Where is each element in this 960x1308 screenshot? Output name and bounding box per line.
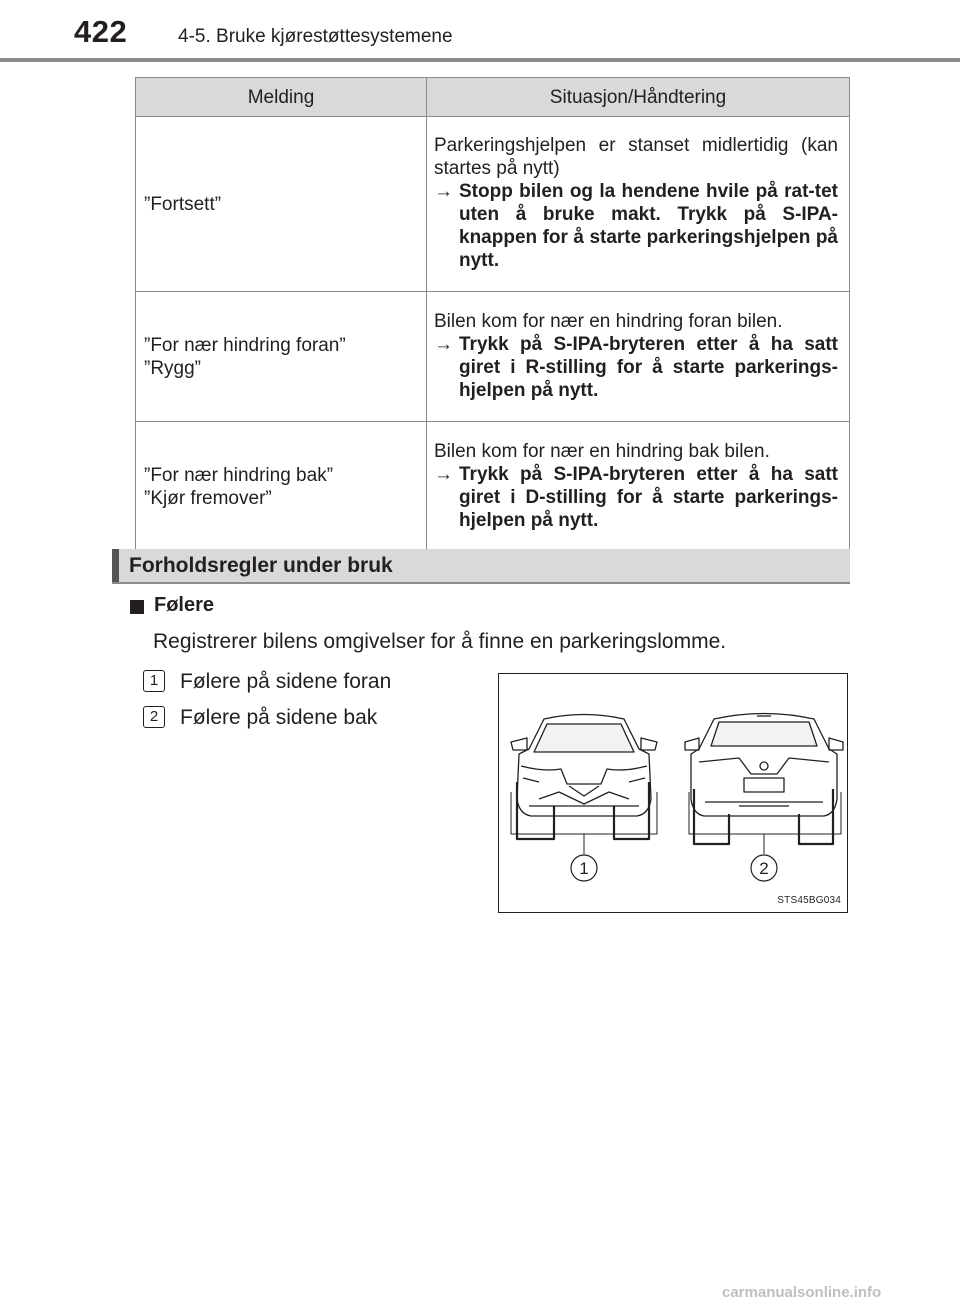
message-text: ”Kjør fremover” <box>144 487 272 509</box>
callout-markers <box>571 855 777 881</box>
message-cell <box>136 292 427 422</box>
item-number-badge: 1 <box>143 670 165 692</box>
action-text: Stopp bilen og la hendene hvile på rat-tet uten å bruke makt. Trykk på S-IPA-knappen for å starte parkeringshjelpen på nytt. <box>459 181 838 271</box>
arrow-icon: → <box>434 463 453 485</box>
message-text: ”Fortsett” <box>144 193 222 215</box>
section-heading-accent <box>112 549 119 582</box>
situation-text: Bilen kom for nær en hindring foran bilen. <box>434 310 783 332</box>
message-text: ”Rygg” <box>144 357 202 379</box>
rear-car-illustration <box>685 714 843 817</box>
action-text: Trykk på S-IPA-bryteren etter å ha satt giret i R-stilling for å starte parkerings-hjelpen på nytt. <box>459 333 838 401</box>
page-number: 422 <box>74 14 128 49</box>
table-row <box>136 422 850 552</box>
column-header-message: Melding <box>136 78 427 117</box>
message-cell <box>136 422 427 552</box>
front-left-sensor-zone <box>517 782 554 839</box>
situation-cell <box>427 117 850 292</box>
action-instruction <box>434 180 838 272</box>
situation-cell <box>427 292 850 422</box>
section-heading: Forholdsregler under bruk <box>129 554 393 577</box>
column-header-situation: Situasjon/Håndtering <box>427 78 850 117</box>
message-text: ”For nær hindring foran” <box>144 334 346 356</box>
action-text: Trykk på S-IPA-bryteren etter å ha satt giret i D-stilling for å starte parkerings-hjelpen på nytt. <box>459 463 838 531</box>
situation-cell <box>427 422 850 552</box>
section-title: 4-5. Bruke kjørestøttesystemene <box>178 26 453 47</box>
table-header-row <box>136 78 850 117</box>
front-car-illustration <box>511 715 657 817</box>
table-row <box>136 117 850 292</box>
arrow-icon: → <box>434 181 453 202</box>
message-table <box>135 77 850 552</box>
table-row <box>136 292 850 422</box>
car-illustration <box>499 674 849 914</box>
arrow-icon: → <box>434 333 453 355</box>
description-text: Registrerer bilens omgivelser for å finne en parkeringslomme. <box>153 630 727 653</box>
leader-lines <box>511 792 841 854</box>
sensor-diagram <box>498 673 848 913</box>
item-label: Følere på sidene foran <box>180 670 392 693</box>
square-bullet-icon <box>130 600 144 614</box>
header-divider <box>0 58 960 62</box>
situation-text: Bilen kom for nær en hindring bak bilen. <box>434 440 770 462</box>
message-cell <box>136 117 427 292</box>
watermark: carmanualsonline.info <box>722 1284 882 1301</box>
situation-text: Parkeringshjelpen er stanset midlertidig (kan startes på nytt) <box>434 135 838 179</box>
action-instruction <box>434 463 838 532</box>
callout-2: 2 <box>759 859 769 878</box>
message-text: ”For nær hindring bak” <box>144 464 334 486</box>
sensor-zones <box>517 782 833 844</box>
section-heading-band <box>112 549 850 584</box>
item-number-badge: 2 <box>143 706 165 728</box>
callout-1: 1 <box>579 859 589 878</box>
item-label: Følere på sidene bak <box>180 706 378 729</box>
action-instruction <box>434 333 838 402</box>
subsection-heading: Følere <box>154 594 215 616</box>
front-right-sensor-zone <box>614 782 649 839</box>
figure-code: STS45BG034 <box>777 895 841 906</box>
